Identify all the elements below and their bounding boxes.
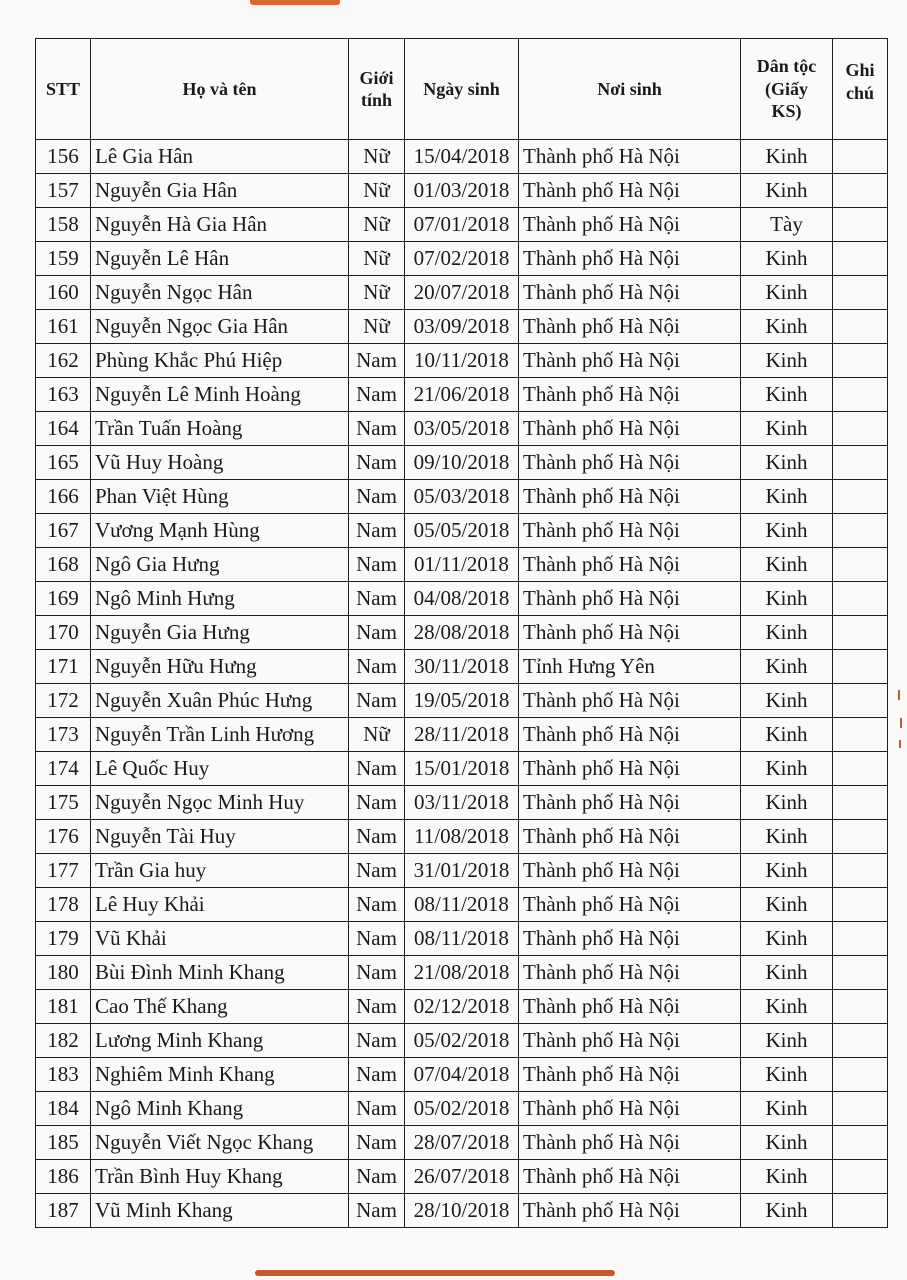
cell-stt: 181: [36, 990, 91, 1024]
cell-dob: 04/08/2018: [405, 582, 519, 616]
cell-ethnicity: Kinh: [741, 786, 833, 820]
cell-gender: Nữ: [349, 140, 405, 174]
cell-ethnicity: Kinh: [741, 480, 833, 514]
cell-gender: Nam: [349, 1092, 405, 1126]
cell-name: Trần Tuấn Hoàng: [91, 412, 349, 446]
cell-name: Nguyễn Lê Minh Hoàng: [91, 378, 349, 412]
cell-stt: 156: [36, 140, 91, 174]
table-row: [36, 922, 888, 956]
cell-ethnicity: Kinh: [741, 1126, 833, 1160]
table-row: [36, 650, 888, 684]
cell-dob: 07/01/2018: [405, 208, 519, 242]
cell-name: Phùng Khắc Phú Hiệp: [91, 344, 349, 378]
cell-gender: Nam: [349, 378, 405, 412]
table-row: [36, 174, 888, 208]
cell-note: [833, 208, 888, 242]
cell-birthplace: Tỉnh Hưng Yên: [519, 650, 741, 684]
cell-stt: 177: [36, 854, 91, 888]
cell-name: Ngô Minh Khang: [91, 1092, 349, 1126]
cell-note: [833, 310, 888, 344]
cell-name: Nguyễn Gia Hân: [91, 174, 349, 208]
cell-name: Ngô Minh Hưng: [91, 582, 349, 616]
header-name: Họ và tên: [91, 39, 349, 140]
cell-ethnicity: Kinh: [741, 616, 833, 650]
cell-birthplace: Thành phố Hà Nội: [519, 1160, 741, 1194]
cell-dob: 20/07/2018: [405, 276, 519, 310]
cell-stt: 186: [36, 1160, 91, 1194]
table-row: [36, 956, 888, 990]
cell-dob: 15/04/2018: [405, 140, 519, 174]
cell-name: Trần Gia huy: [91, 854, 349, 888]
table-row: [36, 786, 888, 820]
cell-birthplace: Thành phố Hà Nội: [519, 446, 741, 480]
cell-dob: 03/11/2018: [405, 786, 519, 820]
cell-dob: 05/02/2018: [405, 1092, 519, 1126]
header-dob: Ngày sinh: [405, 39, 519, 140]
cell-gender: Nam: [349, 1160, 405, 1194]
cell-note: [833, 242, 888, 276]
cell-birthplace: Thành phố Hà Nội: [519, 990, 741, 1024]
cell-stt: 165: [36, 446, 91, 480]
cell-gender: Nam: [349, 888, 405, 922]
cell-dob: 05/05/2018: [405, 514, 519, 548]
cell-dob: 01/11/2018: [405, 548, 519, 582]
cell-stt: 161: [36, 310, 91, 344]
cell-birthplace: Thành phố Hà Nội: [519, 1092, 741, 1126]
cell-dob: 28/11/2018: [405, 718, 519, 752]
cell-gender: Nam: [349, 650, 405, 684]
scan-mark: [898, 690, 900, 700]
cell-stt: 183: [36, 1058, 91, 1092]
cell-stt: 176: [36, 820, 91, 854]
cell-name: Nguyễn Hà Gia Hân: [91, 208, 349, 242]
table-row: [36, 616, 888, 650]
header-ethnicity-text: Dân tộc (Giấy KS): [756, 56, 817, 122]
cell-note: [833, 684, 888, 718]
cell-gender: Nam: [349, 1194, 405, 1228]
table-row: [36, 140, 888, 174]
cell-gender: Nữ: [349, 310, 405, 344]
cell-birthplace: Thành phố Hà Nội: [519, 276, 741, 310]
cell-birthplace: Thành phố Hà Nội: [519, 1194, 741, 1228]
header-gender: [349, 39, 405, 140]
cell-gender: Nữ: [349, 276, 405, 310]
table-row: [36, 854, 888, 888]
cell-birthplace: Thành phố Hà Nội: [519, 1126, 741, 1160]
cell-note: [833, 922, 888, 956]
cell-birthplace: Thành phố Hà Nội: [519, 854, 741, 888]
cell-note: [833, 1126, 888, 1160]
cell-ethnicity: Kinh: [741, 174, 833, 208]
table-body: [36, 140, 888, 1228]
cell-dob: 31/01/2018: [405, 854, 519, 888]
cell-note: [833, 378, 888, 412]
cell-name: Nguyễn Ngọc Gia Hân: [91, 310, 349, 344]
cell-dob: 11/08/2018: [405, 820, 519, 854]
cell-birthplace: Thành phố Hà Nội: [519, 718, 741, 752]
cell-ethnicity: Kinh: [741, 718, 833, 752]
cell-ethnicity: Kinh: [741, 956, 833, 990]
cell-name: Nguyễn Ngọc Hân: [91, 276, 349, 310]
cell-birthplace: Thành phố Hà Nội: [519, 752, 741, 786]
cell-name: Vũ Minh Khang: [91, 1194, 349, 1228]
cell-gender: Nam: [349, 412, 405, 446]
cell-name: Nguyễn Ngọc Minh Huy: [91, 786, 349, 820]
cell-name: Ngô Gia Hưng: [91, 548, 349, 582]
header-note-text: Ghi chú: [845, 60, 875, 103]
cell-ethnicity: Kinh: [741, 752, 833, 786]
cell-ethnicity: Tày: [741, 208, 833, 242]
cell-gender: Nam: [349, 1024, 405, 1058]
cell-gender: Nam: [349, 956, 405, 990]
cell-note: [833, 786, 888, 820]
table-row: [36, 480, 888, 514]
cell-ethnicity: Kinh: [741, 140, 833, 174]
cell-stt: 160: [36, 276, 91, 310]
cell-stt: 170: [36, 616, 91, 650]
cell-gender: Nam: [349, 922, 405, 956]
cell-dob: 01/03/2018: [405, 174, 519, 208]
cell-name: Phan Việt Hùng: [91, 480, 349, 514]
cell-ethnicity: Kinh: [741, 276, 833, 310]
cell-birthplace: Thành phố Hà Nội: [519, 174, 741, 208]
cell-dob: 28/08/2018: [405, 616, 519, 650]
scan-mark: [899, 740, 901, 748]
cell-note: [833, 1194, 888, 1228]
cell-name: Nguyễn Tài Huy: [91, 820, 349, 854]
cell-gender: Nam: [349, 480, 405, 514]
cell-name: Nguyễn Hữu Hưng: [91, 650, 349, 684]
table-header-row: [36, 39, 888, 140]
cell-ethnicity: Kinh: [741, 378, 833, 412]
cell-dob: 05/03/2018: [405, 480, 519, 514]
cell-birthplace: Thành phố Hà Nội: [519, 514, 741, 548]
cell-birthplace: Thành phố Hà Nội: [519, 582, 741, 616]
cell-ethnicity: Kinh: [741, 310, 833, 344]
cell-name: Nguyễn Lê Hân: [91, 242, 349, 276]
table-row: [36, 718, 888, 752]
cell-name: Lê Huy Khải: [91, 888, 349, 922]
cell-note: [833, 616, 888, 650]
cell-note: [833, 344, 888, 378]
cell-gender: Nam: [349, 344, 405, 378]
cell-note: [833, 446, 888, 480]
cell-stt: 184: [36, 1092, 91, 1126]
cell-gender: Nam: [349, 446, 405, 480]
table-row: [36, 412, 888, 446]
header-stt: STT: [36, 39, 91, 140]
cell-birthplace: Thành phố Hà Nội: [519, 888, 741, 922]
table-row: [36, 1126, 888, 1160]
student-table: [35, 38, 888, 1228]
cell-gender: Nam: [349, 582, 405, 616]
cell-stt: 169: [36, 582, 91, 616]
cell-note: [833, 480, 888, 514]
cell-birthplace: Thành phố Hà Nội: [519, 548, 741, 582]
cell-stt: 175: [36, 786, 91, 820]
cell-dob: 28/07/2018: [405, 1126, 519, 1160]
cell-dob: 19/05/2018: [405, 684, 519, 718]
cell-note: [833, 956, 888, 990]
cell-stt: 168: [36, 548, 91, 582]
header-gender-text: Giới tính: [359, 67, 394, 110]
cell-note: [833, 1092, 888, 1126]
cell-ethnicity: Kinh: [741, 1024, 833, 1058]
table-row: [36, 820, 888, 854]
cell-ethnicity: Kinh: [741, 344, 833, 378]
cell-ethnicity: Kinh: [741, 582, 833, 616]
table-row: [36, 752, 888, 786]
table-row: [36, 582, 888, 616]
cell-gender: Nam: [349, 786, 405, 820]
cell-note: [833, 514, 888, 548]
cell-birthplace: Thành phố Hà Nội: [519, 1024, 741, 1058]
cell-note: [833, 1058, 888, 1092]
cell-ethnicity: Kinh: [741, 650, 833, 684]
cell-ethnicity: Kinh: [741, 820, 833, 854]
paper-edge-top: [250, 0, 340, 5]
cell-stt: 167: [36, 514, 91, 548]
cell-ethnicity: Kinh: [741, 242, 833, 276]
cell-birthplace: Thành phố Hà Nội: [519, 684, 741, 718]
cell-ethnicity: Kinh: [741, 412, 833, 446]
cell-ethnicity: Kinh: [741, 1194, 833, 1228]
cell-dob: 26/07/2018: [405, 1160, 519, 1194]
cell-note: [833, 1160, 888, 1194]
cell-ethnicity: Kinh: [741, 854, 833, 888]
cell-gender: Nữ: [349, 174, 405, 208]
table-row: [36, 1194, 888, 1228]
table-row: [36, 446, 888, 480]
cell-dob: 03/05/2018: [405, 412, 519, 446]
cell-dob: 10/11/2018: [405, 344, 519, 378]
cell-birthplace: Thành phố Hà Nội: [519, 922, 741, 956]
cell-note: [833, 990, 888, 1024]
table-row: [36, 888, 888, 922]
cell-birthplace: Thành phố Hà Nội: [519, 344, 741, 378]
cell-stt: 162: [36, 344, 91, 378]
cell-gender: Nam: [349, 854, 405, 888]
cell-dob: 09/10/2018: [405, 446, 519, 480]
cell-note: [833, 174, 888, 208]
cell-birthplace: Thành phố Hà Nội: [519, 786, 741, 820]
cell-gender: Nam: [349, 548, 405, 582]
cell-dob: 28/10/2018: [405, 1194, 519, 1228]
cell-ethnicity: Kinh: [741, 446, 833, 480]
cell-note: [833, 854, 888, 888]
table-row: [36, 276, 888, 310]
cell-note: [833, 548, 888, 582]
cell-stt: 157: [36, 174, 91, 208]
cell-name: Lương Minh Khang: [91, 1024, 349, 1058]
cell-birthplace: Thành phố Hà Nội: [519, 616, 741, 650]
cell-ethnicity: Kinh: [741, 684, 833, 718]
cell-note: [833, 276, 888, 310]
cell-name: Lê Quốc Huy: [91, 752, 349, 786]
header-birthplace: Nơi sinh: [519, 39, 741, 140]
cell-birthplace: Thành phố Hà Nội: [519, 1058, 741, 1092]
cell-note: [833, 820, 888, 854]
cell-birthplace: Thành phố Hà Nội: [519, 956, 741, 990]
table-row: [36, 344, 888, 378]
cell-stt: 174: [36, 752, 91, 786]
cell-stt: 163: [36, 378, 91, 412]
cell-stt: 171: [36, 650, 91, 684]
cell-dob: 07/02/2018: [405, 242, 519, 276]
cell-note: [833, 888, 888, 922]
table-row: [36, 208, 888, 242]
cell-birthplace: Thành phố Hà Nội: [519, 820, 741, 854]
cell-birthplace: Thành phố Hà Nội: [519, 140, 741, 174]
cell-note: [833, 718, 888, 752]
cell-stt: 164: [36, 412, 91, 446]
cell-gender: Nam: [349, 990, 405, 1024]
table-row: [36, 1024, 888, 1058]
cell-birthplace: Thành phố Hà Nội: [519, 412, 741, 446]
cell-stt: 166: [36, 480, 91, 514]
table-row: [36, 378, 888, 412]
table-row: [36, 990, 888, 1024]
cell-name: Nguyễn Gia Hưng: [91, 616, 349, 650]
cell-gender: Nam: [349, 752, 405, 786]
cell-dob: 21/06/2018: [405, 378, 519, 412]
cell-ethnicity: Kinh: [741, 990, 833, 1024]
cell-ethnicity: Kinh: [741, 922, 833, 956]
cell-name: Lê Gia Hân: [91, 140, 349, 174]
cell-birthplace: Thành phố Hà Nội: [519, 480, 741, 514]
cell-gender: Nam: [349, 616, 405, 650]
cell-dob: 30/11/2018: [405, 650, 519, 684]
cell-stt: 187: [36, 1194, 91, 1228]
table-row: [36, 310, 888, 344]
cell-name: Vũ Khải: [91, 922, 349, 956]
cell-note: [833, 412, 888, 446]
table-row: [36, 684, 888, 718]
cell-stt: 173: [36, 718, 91, 752]
cell-name: Nguyễn Viết Ngọc Khang: [91, 1126, 349, 1160]
cell-name: Bùi Đình Minh Khang: [91, 956, 349, 990]
cell-ethnicity: Kinh: [741, 888, 833, 922]
cell-name: Trần Bình Huy Khang: [91, 1160, 349, 1194]
cell-dob: 15/01/2018: [405, 752, 519, 786]
cell-note: [833, 752, 888, 786]
cell-name: Nguyễn Xuân Phúc Hưng: [91, 684, 349, 718]
table-row: [36, 514, 888, 548]
cell-gender: Nam: [349, 514, 405, 548]
cell-stt: 172: [36, 684, 91, 718]
cell-dob: 07/04/2018: [405, 1058, 519, 1092]
paper-edge-bottom: [255, 1270, 615, 1276]
cell-dob: 03/09/2018: [405, 310, 519, 344]
cell-gender: Nam: [349, 684, 405, 718]
header-note: [833, 39, 888, 140]
cell-note: [833, 1024, 888, 1058]
cell-dob: 08/11/2018: [405, 888, 519, 922]
cell-stt: 179: [36, 922, 91, 956]
cell-stt: 180: [36, 956, 91, 990]
cell-note: [833, 140, 888, 174]
cell-dob: 08/11/2018: [405, 922, 519, 956]
cell-dob: 05/02/2018: [405, 1024, 519, 1058]
header-ethnicity: [741, 39, 833, 140]
cell-dob: 21/08/2018: [405, 956, 519, 990]
cell-gender: Nam: [349, 1126, 405, 1160]
cell-stt: 158: [36, 208, 91, 242]
cell-ethnicity: Kinh: [741, 548, 833, 582]
cell-name: Nghiêm Minh Khang: [91, 1058, 349, 1092]
cell-stt: 182: [36, 1024, 91, 1058]
cell-ethnicity: Kinh: [741, 1160, 833, 1194]
cell-birthplace: Thành phố Hà Nội: [519, 378, 741, 412]
table-row: [36, 1092, 888, 1126]
cell-stt: 185: [36, 1126, 91, 1160]
cell-stt: 159: [36, 242, 91, 276]
cell-ethnicity: Kinh: [741, 1092, 833, 1126]
cell-ethnicity: Kinh: [741, 1058, 833, 1092]
cell-name: Nguyễn Trần Linh Hương: [91, 718, 349, 752]
cell-dob: 02/12/2018: [405, 990, 519, 1024]
table-row: [36, 1058, 888, 1092]
cell-note: [833, 650, 888, 684]
cell-gender: Nữ: [349, 208, 405, 242]
cell-gender: Nam: [349, 1058, 405, 1092]
cell-name: Vương Mạnh Hùng: [91, 514, 349, 548]
cell-gender: Nữ: [349, 242, 405, 276]
cell-gender: Nam: [349, 820, 405, 854]
table-row: [36, 1160, 888, 1194]
scan-mark: [900, 718, 902, 728]
cell-note: [833, 582, 888, 616]
cell-birthplace: Thành phố Hà Nội: [519, 310, 741, 344]
cell-birthplace: Thành phố Hà Nội: [519, 208, 741, 242]
cell-name: Cao Thế Khang: [91, 990, 349, 1024]
cell-stt: 178: [36, 888, 91, 922]
cell-gender: Nữ: [349, 718, 405, 752]
cell-ethnicity: Kinh: [741, 514, 833, 548]
table-row: [36, 242, 888, 276]
table-row: [36, 548, 888, 582]
cell-name: Vũ Huy Hoàng: [91, 446, 349, 480]
cell-birthplace: Thành phố Hà Nội: [519, 242, 741, 276]
